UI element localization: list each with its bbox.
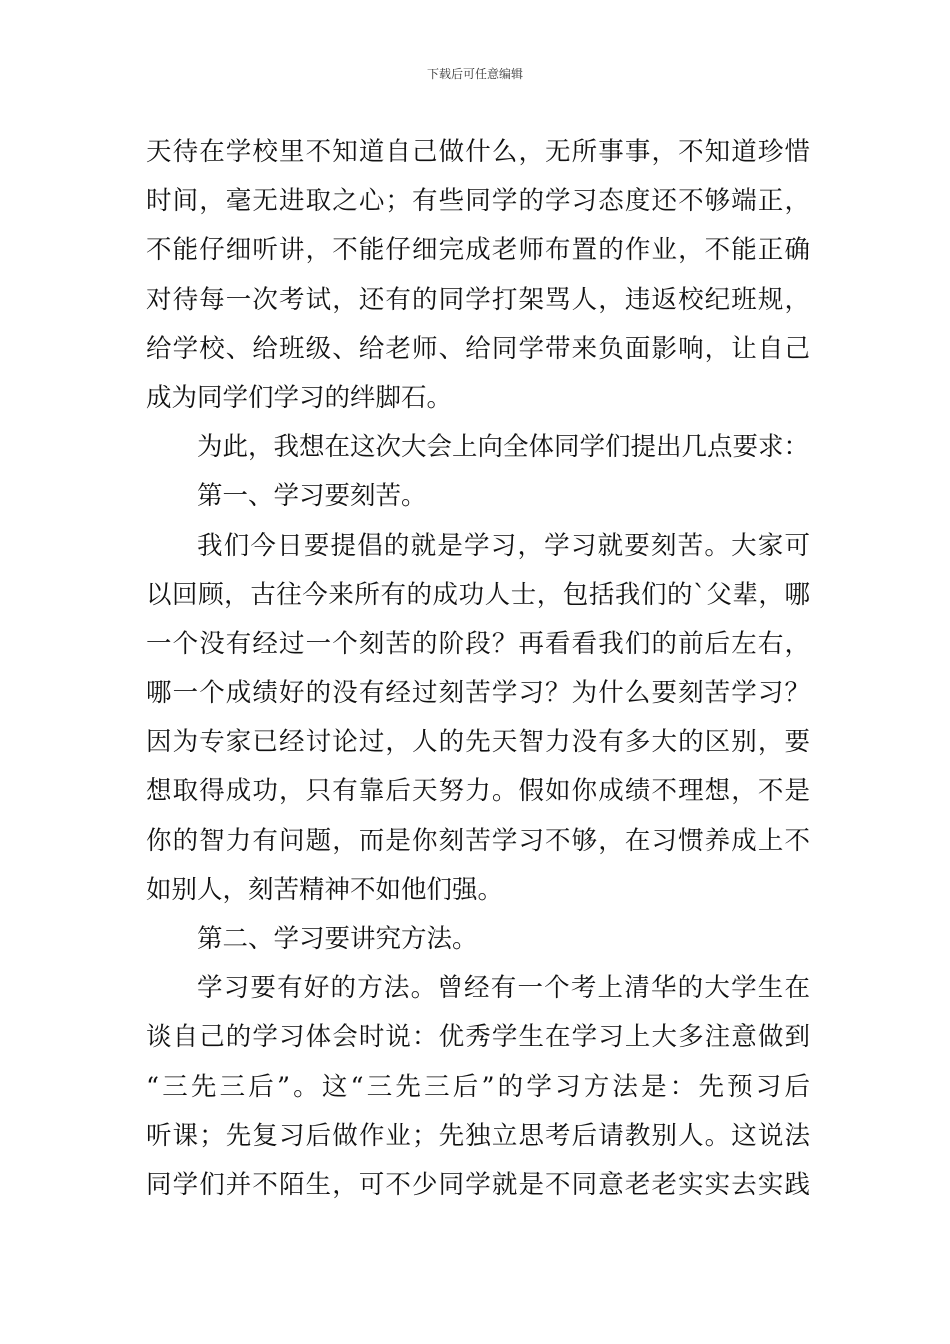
text-line: 一个没有经过一个刻苦的阶段？再看看我们的前后左右， xyxy=(146,628,810,659)
text-line: 给学校、给班级、给老师、给同学带来负面影响，让自己 xyxy=(146,333,810,364)
text-line: 第一、学习要刻苦。 xyxy=(197,481,427,512)
document-body xyxy=(146,128,810,1210)
text-line: 听课；先复习后做作业；先独立思考后请教别人。这说法 xyxy=(146,1120,810,1151)
text-line: 成为同学们学习的绊脚石。 xyxy=(146,382,453,413)
text-line: 哪一个成绩好的没有经过刻苦学习？为什么要刻苦学习？ xyxy=(146,678,810,709)
text-line: “三先三后”。这“三先三后”的学习方法是：先预习后 xyxy=(146,1071,810,1102)
text-line: 对待每一次考试，还有的同学打架骂人，违返校纪班规， xyxy=(146,284,810,315)
text-line: 你的智力有问题，而是你刻苦学习不够，在习惯养成上不 xyxy=(146,825,810,856)
text-line: 第二、学习要讲究方法。 xyxy=(197,924,478,954)
text-line: 如别人，刻苦精神不如他们强。 xyxy=(146,874,504,905)
text-line: 以回顾，古往今来所有的成功人士，包括我们的`父辈，哪 xyxy=(146,579,810,610)
text-line: 学习要有好的方法。曾经有一个考上清华的大学生在 xyxy=(197,973,810,1004)
text-line: 因为专家已经讨论过，人的先天智力没有多大的区别，要 xyxy=(146,727,810,758)
page-header: 下载后可任意编辑 xyxy=(426,67,523,81)
text-line: 时间，毫无进取之心；有些同学的学习态度还不够端正， xyxy=(146,186,810,217)
text-line: 谈自己的学习体会时说：优秀学生在学习上大多注意做到 xyxy=(146,1022,810,1053)
text-line: 为此，我想在这次大会上向全体同学们提出几点要求： xyxy=(197,432,810,463)
text-line: 想取得成功，只有靠后天努力。假如你成绩不理想，不是 xyxy=(146,776,810,807)
text-line: 同学们并不陌生，可不少同学就是不同意老老实实去实践 xyxy=(146,1169,810,1200)
text-line: 我们今日要提倡的就是学习，学习就要刻苦。大家可 xyxy=(197,530,810,561)
text-line: 不能仔细听讲，不能仔细完成老师布置的作业，不能正确 xyxy=(146,235,810,266)
text-line: 天待在学校里不知道自己做什么，无所事事，不知道珍惜 xyxy=(146,137,810,167)
